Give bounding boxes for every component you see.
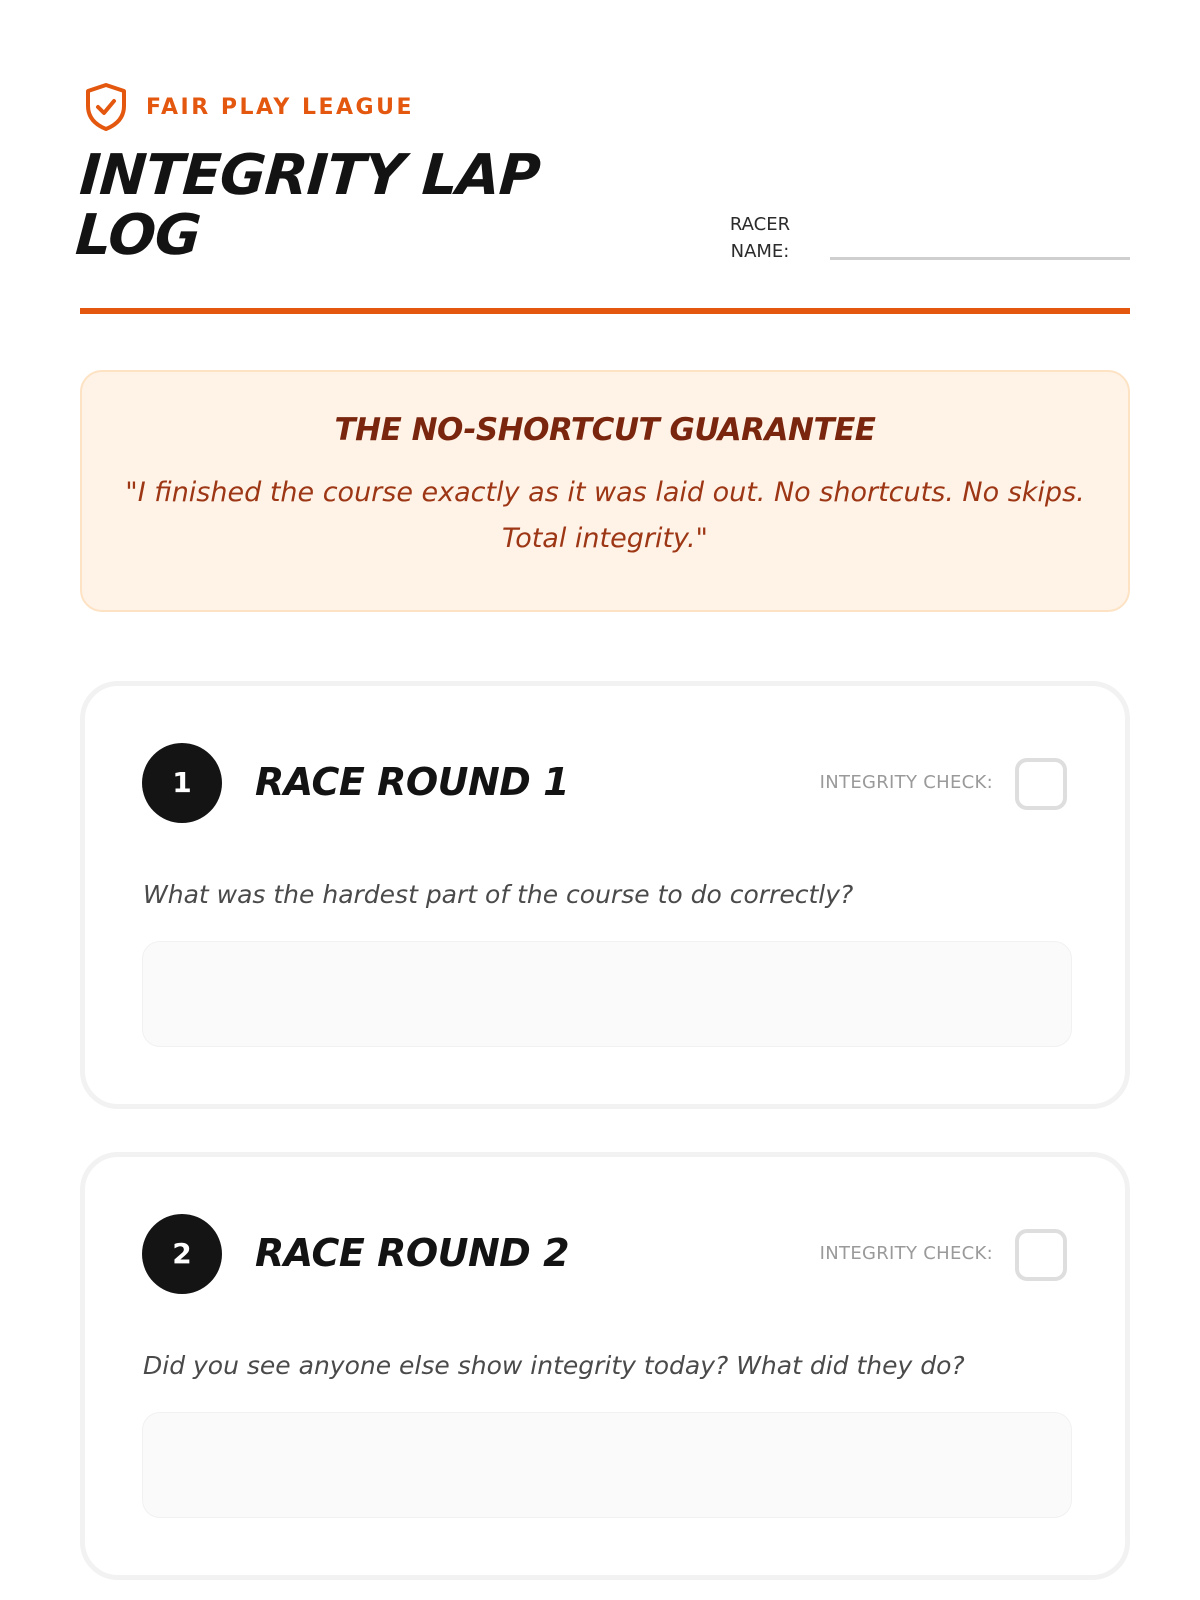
round-card-1 <box>80 681 1130 1109</box>
round-card-2 <box>80 1152 1130 1580</box>
round-title: RACE ROUND 2 <box>255 1231 570 1275</box>
integrity-check-label: INTEGRITY CHECK: <box>819 772 993 793</box>
round-question: Did you see anyone else show integrity today? What did they do? <box>143 1351 965 1380</box>
brand <box>84 82 414 132</box>
round-number-badge: 2 <box>142 1214 222 1294</box>
guarantee-title: THE NO-SHORTCUT GUARANTEE <box>334 412 876 448</box>
racer-name-label: RACER NAME: <box>729 214 791 262</box>
header-divider <box>80 308 1130 314</box>
brand-name: FAIR PLAY LEAGUE <box>146 94 414 120</box>
integrity-checkbox[interactable] <box>1015 758 1067 810</box>
page-title: INTEGRITY LAP LOG <box>73 143 542 268</box>
guarantee-quote: "I finished the course exactly as it was laid out. No shortcuts. No skips. Total integrity." <box>125 477 1085 554</box>
round-title: RACE ROUND 1 <box>255 760 570 804</box>
round-question: What was the hardest part of the course to do correctly? <box>143 880 854 909</box>
answer-field[interactable] <box>142 941 1072 1047</box>
round-number-badge: 1 <box>142 743 222 823</box>
guarantee-box <box>80 370 1130 612</box>
integrity-check-label: INTEGRITY CHECK: <box>819 1243 993 1264</box>
integrity-checkbox[interactable] <box>1015 1229 1067 1281</box>
shield-check-icon <box>84 82 128 132</box>
answer-field[interactable] <box>142 1412 1072 1518</box>
racer-name-field[interactable] <box>830 257 1130 260</box>
